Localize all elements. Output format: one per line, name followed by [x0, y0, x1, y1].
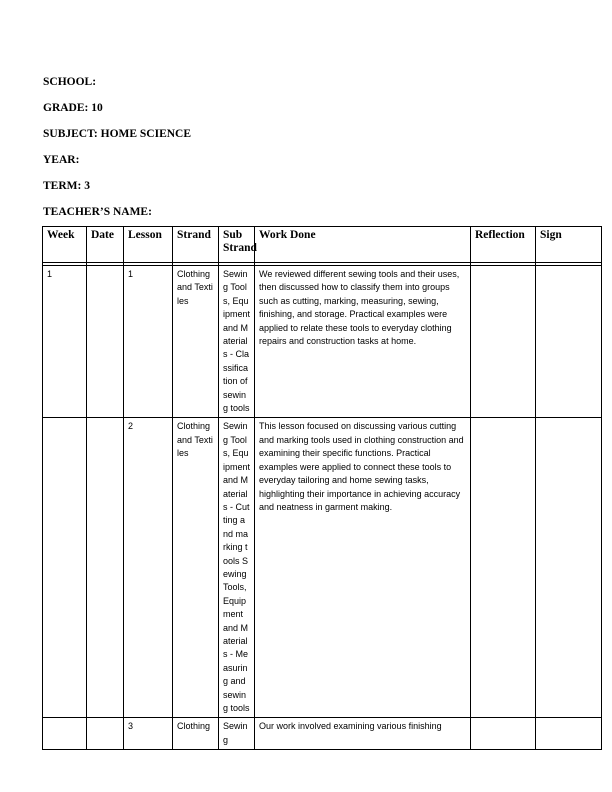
column-header-date: Date	[87, 227, 124, 263]
column-header-strand: Strand	[173, 227, 219, 263]
sign-cell	[536, 266, 602, 418]
column-header-reflection: Reflection	[471, 227, 536, 263]
teacher-name-label: TEACHER’S NAME:	[43, 206, 152, 218]
week-cell	[43, 418, 87, 718]
reflection-cell	[471, 418, 536, 718]
sub-strand-cell: Sewing Tools, Equipment and Materials - Classification of sewing tools	[219, 266, 255, 418]
week-cell: 1	[43, 266, 87, 418]
lesson-cell: 2	[124, 418, 173, 718]
date-cell	[87, 418, 124, 718]
record-of-work-table	[42, 226, 602, 750]
table-row	[43, 718, 602, 750]
work-done-cell: We reviewed different sewing tools and their uses, then discussed how to classify them into groups such as cutting, marking, measuring, sewing, finishing, and storage. Practical examples were applied to relate these tools to everyday clothing repairs and construction tasks at home.	[255, 266, 471, 418]
week-cell	[43, 718, 87, 750]
table-row	[43, 418, 602, 718]
date-cell	[87, 718, 124, 750]
strand-cell: Clothing and Textiles	[173, 418, 219, 718]
date-cell	[87, 266, 124, 418]
lesson-cell: 3	[124, 718, 173, 750]
table-row	[43, 266, 602, 418]
reflection-cell	[471, 266, 536, 418]
sub-strand-cell: Sewing Tools, Equipment and Materials - Cutting and marking tools Sewing Tools, Equipment and Materials - Measuring and sewing tools	[219, 418, 255, 718]
column-header-week: Week	[43, 227, 87, 263]
column-header-sign: Sign	[536, 227, 602, 263]
subject-label: SUBJECT: HOME SCIENCE	[43, 128, 192, 140]
column-header-lesson: Lesson	[124, 227, 173, 263]
school-label: SCHOOL:	[43, 76, 97, 88]
work-done-cell: This lesson focused on discussing various cutting and marking tools used in clothing construction and examining their specific functions. Practical examples were applied to connect these tools to everyday tailoring and home sewing tasks, highlighting their importance in achieving accuracy and neatness in garment making.	[255, 418, 471, 718]
term-label: TERM: 3	[43, 180, 90, 192]
sign-cell	[536, 718, 602, 750]
reflection-cell	[471, 718, 536, 750]
column-header-sub-strand: Sub Strand	[219, 227, 255, 263]
sub-strand-cell: Sewing	[219, 718, 255, 750]
lesson-cell: 1	[124, 266, 173, 418]
grade-label: GRADE: 10	[43, 102, 103, 114]
sign-cell	[536, 418, 602, 718]
strand-cell: Clothing and Textiles	[173, 266, 219, 418]
column-header-work-done: Work Done	[255, 227, 471, 263]
work-done-cell: Our work involved examining various finishing	[255, 718, 471, 750]
table-header-row	[43, 227, 602, 263]
year-label: YEAR:	[43, 154, 80, 166]
strand-cell: Clothing	[173, 718, 219, 750]
